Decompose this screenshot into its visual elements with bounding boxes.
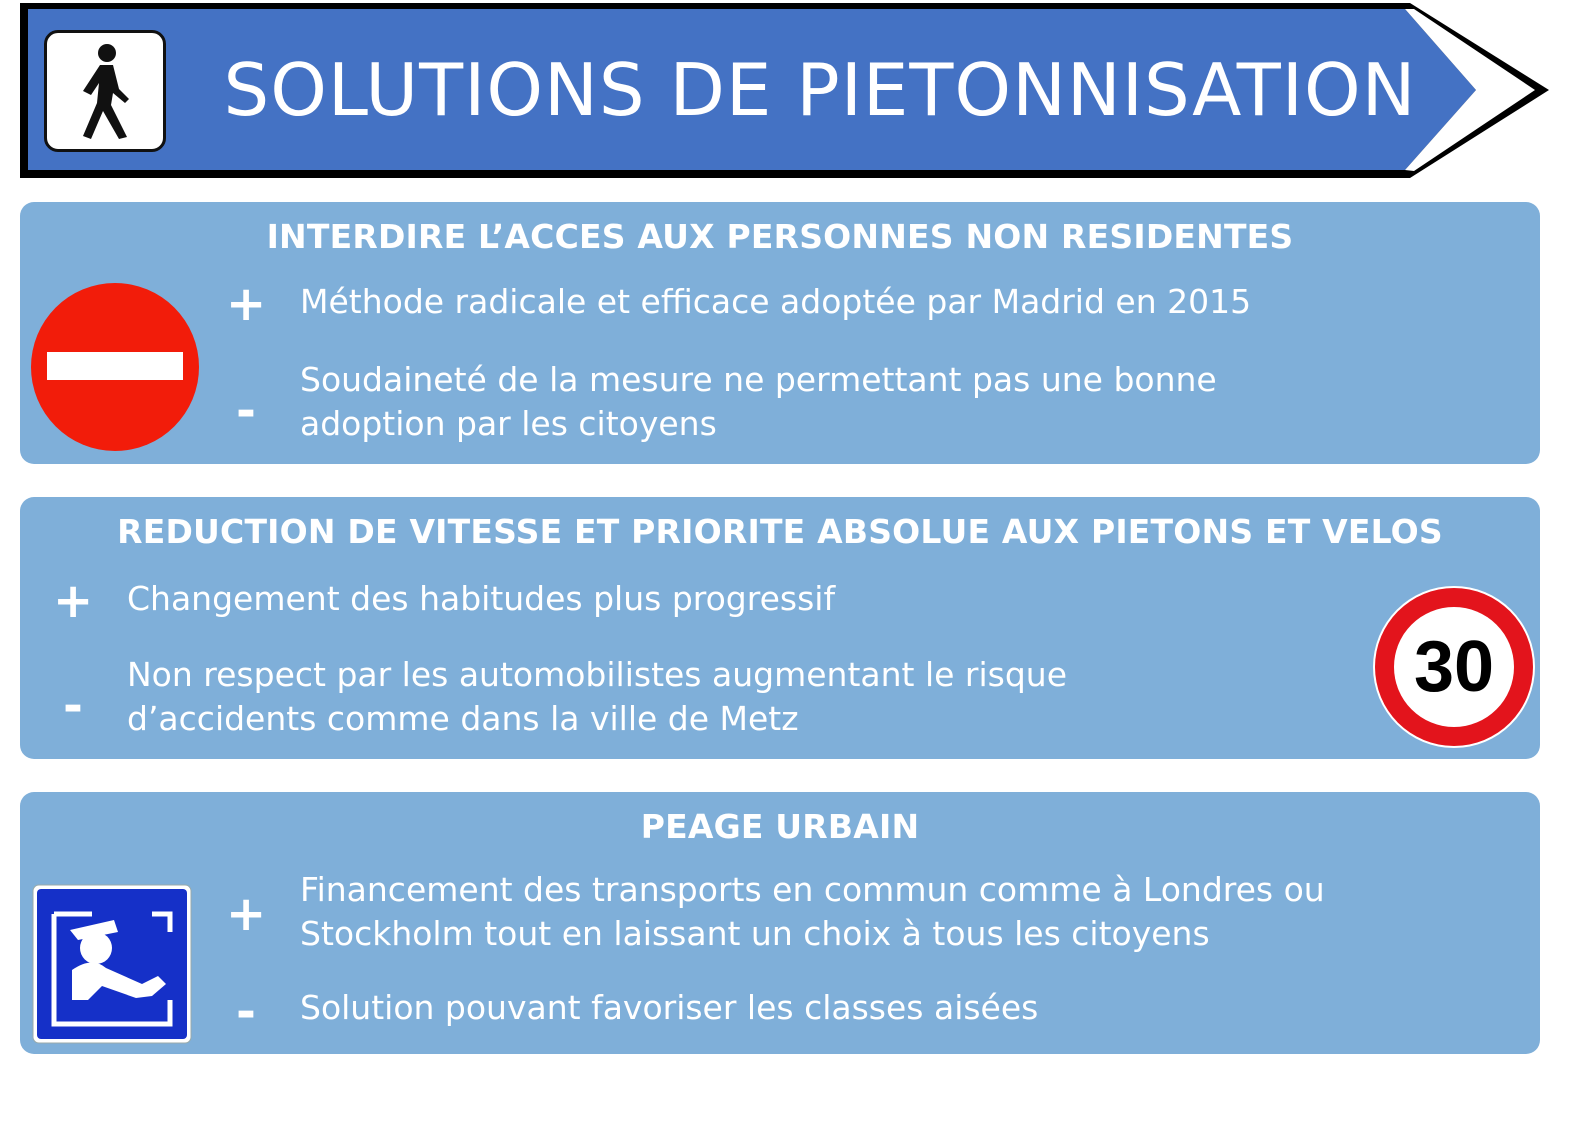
con-text-line-1: Soudaineté de la mesure ne permettant pas une bonne: [300, 360, 1217, 399]
con-marker: -: [63, 678, 83, 734]
section-speed-reduction: [20, 497, 1540, 759]
section-title: PEAGE URBAIN: [640, 807, 920, 846]
toll-booth-sign-icon: [32, 884, 192, 1044]
header-banner: [0, 0, 1587, 190]
con-marker: -: [236, 984, 256, 1040]
pedestrian-icon: [47, 33, 163, 149]
page-title: SOLUTIONS DE PIETONNISATION: [223, 48, 1417, 132]
con-text-line-1: Non respect par les automobilistes augmentant le risque: [127, 655, 1068, 694]
con-marker: -: [236, 383, 256, 439]
section-urban-toll: [20, 792, 1540, 1054]
con-text-line-2: d’accidents comme dans la ville de Metz: [127, 699, 799, 738]
section-no-entry: [20, 202, 1540, 464]
con-text-line-2: adoption par les citoyens: [300, 404, 717, 443]
pro-text-line-1: Financement des transports en commun comme à Londres ou: [300, 870, 1325, 909]
pro-text: Méthode radicale et efficace adoptée par Madrid en 2015: [300, 282, 1252, 321]
section-title: INTERDIRE L’ACCES AUX PERSONNES NON RESIDENTES: [266, 217, 1294, 256]
con-text: Solution pouvant favoriser les classes aisées: [300, 988, 1039, 1027]
speed-limit-value: 30: [1413, 627, 1495, 707]
pro-text: Changement des habitudes plus progressif: [127, 579, 836, 618]
section-title: REDUCTION DE VITESSE ET PRIORITE ABSOLUE AUX PIETONS ET VELOS: [117, 512, 1443, 551]
pro-marker: +: [226, 886, 267, 942]
pro-marker: +: [226, 276, 267, 332]
no-entry-sign-icon: [30, 282, 200, 452]
pro-marker: +: [53, 573, 94, 629]
pro-text-line-2: Stockholm tout en laissant un choix à tous les citoyens: [300, 914, 1210, 953]
pedestrian-sign: [44, 30, 166, 152]
speed-limit-30-sign-icon: [1372, 585, 1536, 749]
